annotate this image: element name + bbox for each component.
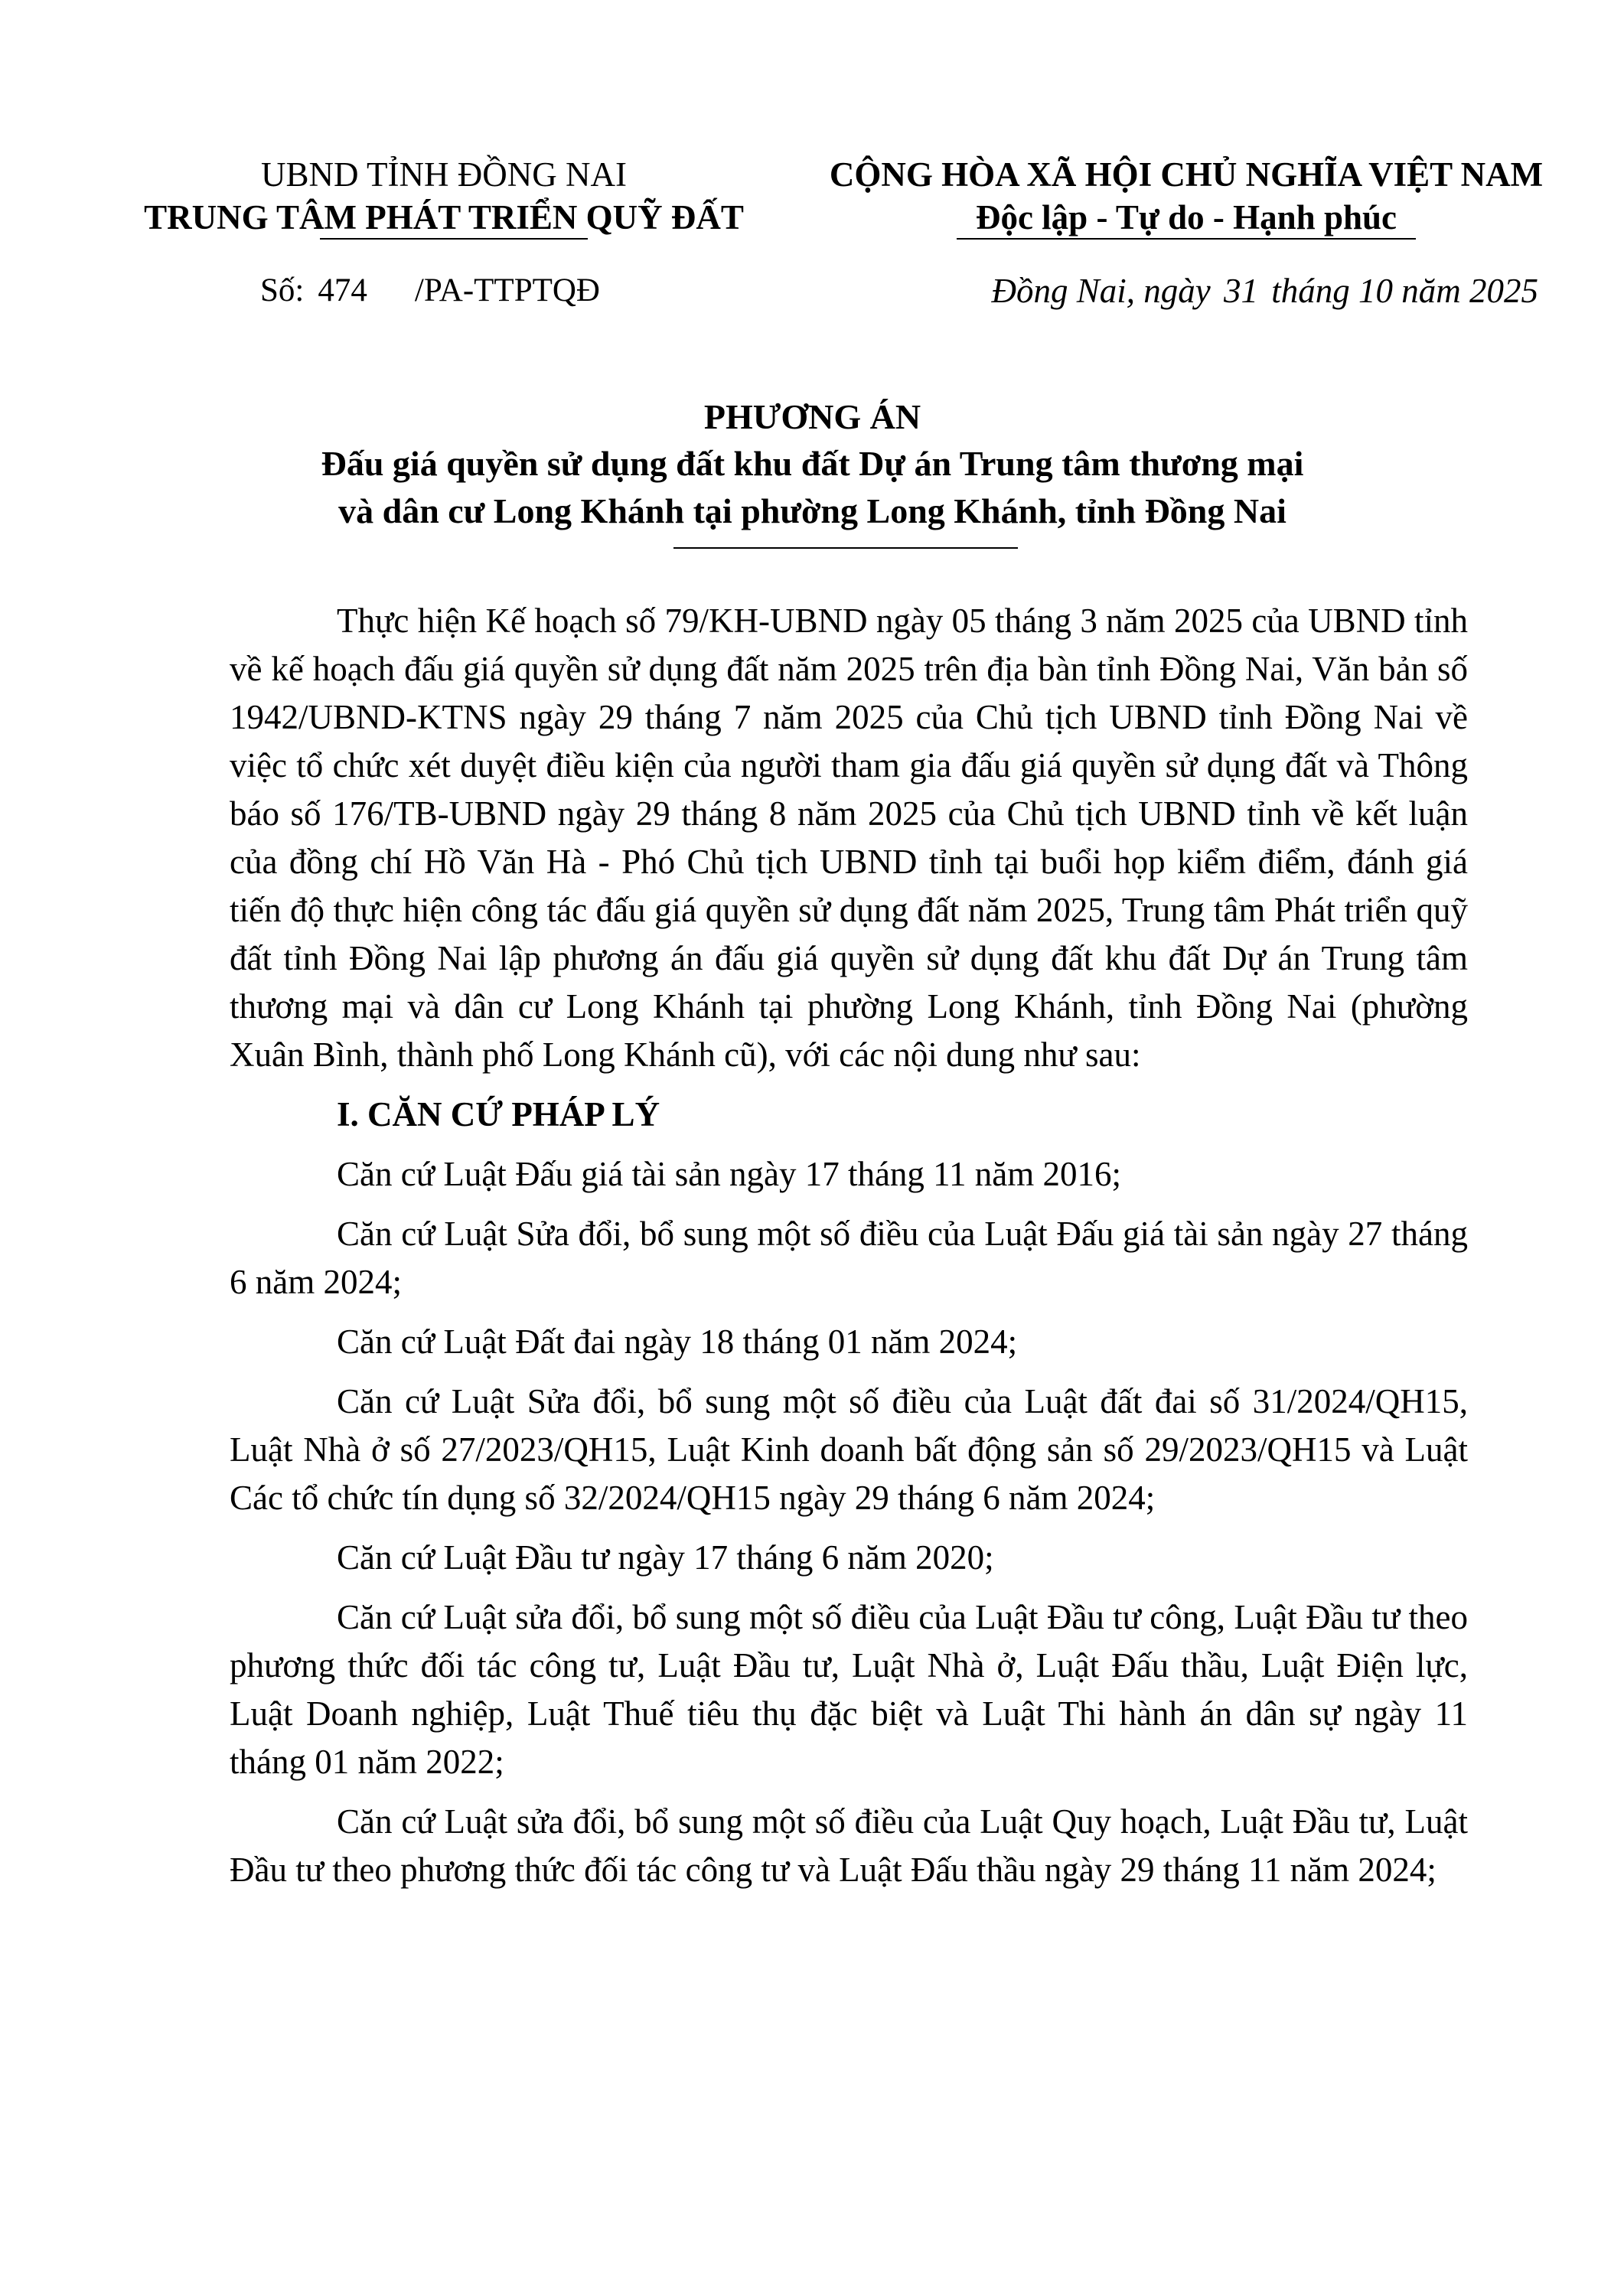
- document-subject-line2: và dân cư Long Khánh tại phường Long Khánh, tỉnh Đồng Nai: [338, 491, 1286, 530]
- agency-parent: UBND TỈNH ĐỒNG NAI: [261, 155, 627, 194]
- date-prefix: Đồng Nai, ngày: [991, 272, 1211, 310]
- legal-basis-item: Căn cứ Luật sửa đổi, bổ sung một số điều của Luật Đầu tư công, Luật Đầu tư theo phương thức đối tác công tư, Luật Đầu tư, Luật Nhà ở, Luật Đấu thầu, Luật Điện lực, Luật Doanh nghiệp, Luật Thuế tiêu thụ đặc biệt và Luật Thi hành án dân sự ngày 11 tháng 01 năm 2022;: [230, 1598, 1468, 1781]
- document-title-block: [107, 394, 1518, 535]
- legal-basis-item: Căn cứ Luật Đất đai ngày 18 tháng 01 năm 2024;: [337, 1322, 1018, 1361]
- title-underline: [673, 547, 1018, 549]
- legal-basis-item: Căn cứ Luật Sửa đổi, bổ sung một số điều của Luật Đấu giá tài sản ngày 27 tháng 6 năm 2024;: [230, 1215, 1468, 1301]
- legal-basis-item: Căn cứ Luật Đấu giá tài sản ngày 17 tháng 11 năm 2016;: [337, 1155, 1121, 1193]
- issuing-agency-block: [107, 153, 781, 239]
- document-date: [804, 269, 1538, 312]
- date-suffix: tháng 10 năm 2025: [1271, 272, 1538, 310]
- document-subject-line1: Đấu giá quyền sử dụng đất khu đất Dự án Trung tâm thương mại: [321, 444, 1304, 483]
- document-number: [260, 269, 600, 312]
- intro-paragraph: Thực hiện Kế hoạch số 79/KH-UBND ngày 05 tháng 3 năm 2025 của UBND tỉnh về kế hoạch đấu giá quyền sử dụng đất năm 2025 trên địa bàn tỉnh Đồng Nai, Văn bản số 1942/UBND-KTNS ngày 29 tháng 7 năm 2025 của Chủ tịch UBND tỉnh Đồng Nai về việc tổ chức xét duyệt điều kiện của người tham gia đấu giá quyền sử dụng đất và Thông báo số 176/TB-UBND ngày 29 tháng 8 năm 2025 của Chủ tịch UBND tỉnh về kết luận của đồng chí Hồ Văn Hà - Phó Chủ tịch UBND tỉnh tại buổi họp kiểm điểm, đánh giá tiến độ thực hiện công tác đấu giá quyền sử dụng đất năm 2025, Trung tâm Phát triển quỹ đất tỉnh Đồng Nai lập phương án đấu giá quyền sử dụng đất khu đất Dự án Trung tâm thương mại và dân cư Long Khánh tại phường Long Khánh, tỉnh Đồng Nai (phường Xuân Bình, thành phố Long Khánh cũ), với các nội dung như sau:: [230, 602, 1468, 1074]
- country-name: CỘNG HÒA XÃ HỘI CHỦ NGHĨA VIỆT NAM: [829, 155, 1544, 194]
- doc-code: /PA-TTPTQĐ: [414, 272, 600, 308]
- agency-name: TRUNG TÂM PHÁT TRIỂN QUỸ ĐẤT: [144, 198, 744, 236]
- doc-number-value: 474: [318, 272, 367, 308]
- document-type: PHƯƠNG ÁN: [703, 397, 921, 436]
- national-motto-block: [804, 153, 1569, 239]
- legal-basis-item: Căn cứ Luật Sửa đổi, bổ sung một số điều của Luật đất đai số 31/2024/QH15, Luật Nhà ở số 27/2023/QH15, Luật Kinh doanh bất động sản số 29/2023/QH15 và Luật Các tổ chức tín dụng số 32/2024/QH15 ngày 29 tháng 6 năm 2024;: [230, 1382, 1468, 1517]
- section-heading: I. CĂN CỨ PHÁP LÝ: [337, 1095, 660, 1133]
- motto-underline: [957, 238, 1416, 240]
- agency-underline: [320, 238, 588, 240]
- doc-number-label: Số:: [260, 272, 305, 308]
- legal-basis-item: Căn cứ Luật Đầu tư ngày 17 tháng 6 năm 2020;: [337, 1538, 994, 1577]
- document-body: [230, 597, 1468, 1906]
- national-motto: Độc lập - Tự do - Hạnh phúc: [975, 198, 1397, 236]
- legal-basis-item: Căn cứ Luật sửa đổi, bổ sung một số điều của Luật Quy hoạch, Luật Đầu tư, Luật Đầu tư theo phương thức đối tác công tư và Luật Đấu thầu ngày 29 tháng 11 năm 2024;: [230, 1802, 1468, 1889]
- date-day: 31: [1224, 272, 1258, 310]
